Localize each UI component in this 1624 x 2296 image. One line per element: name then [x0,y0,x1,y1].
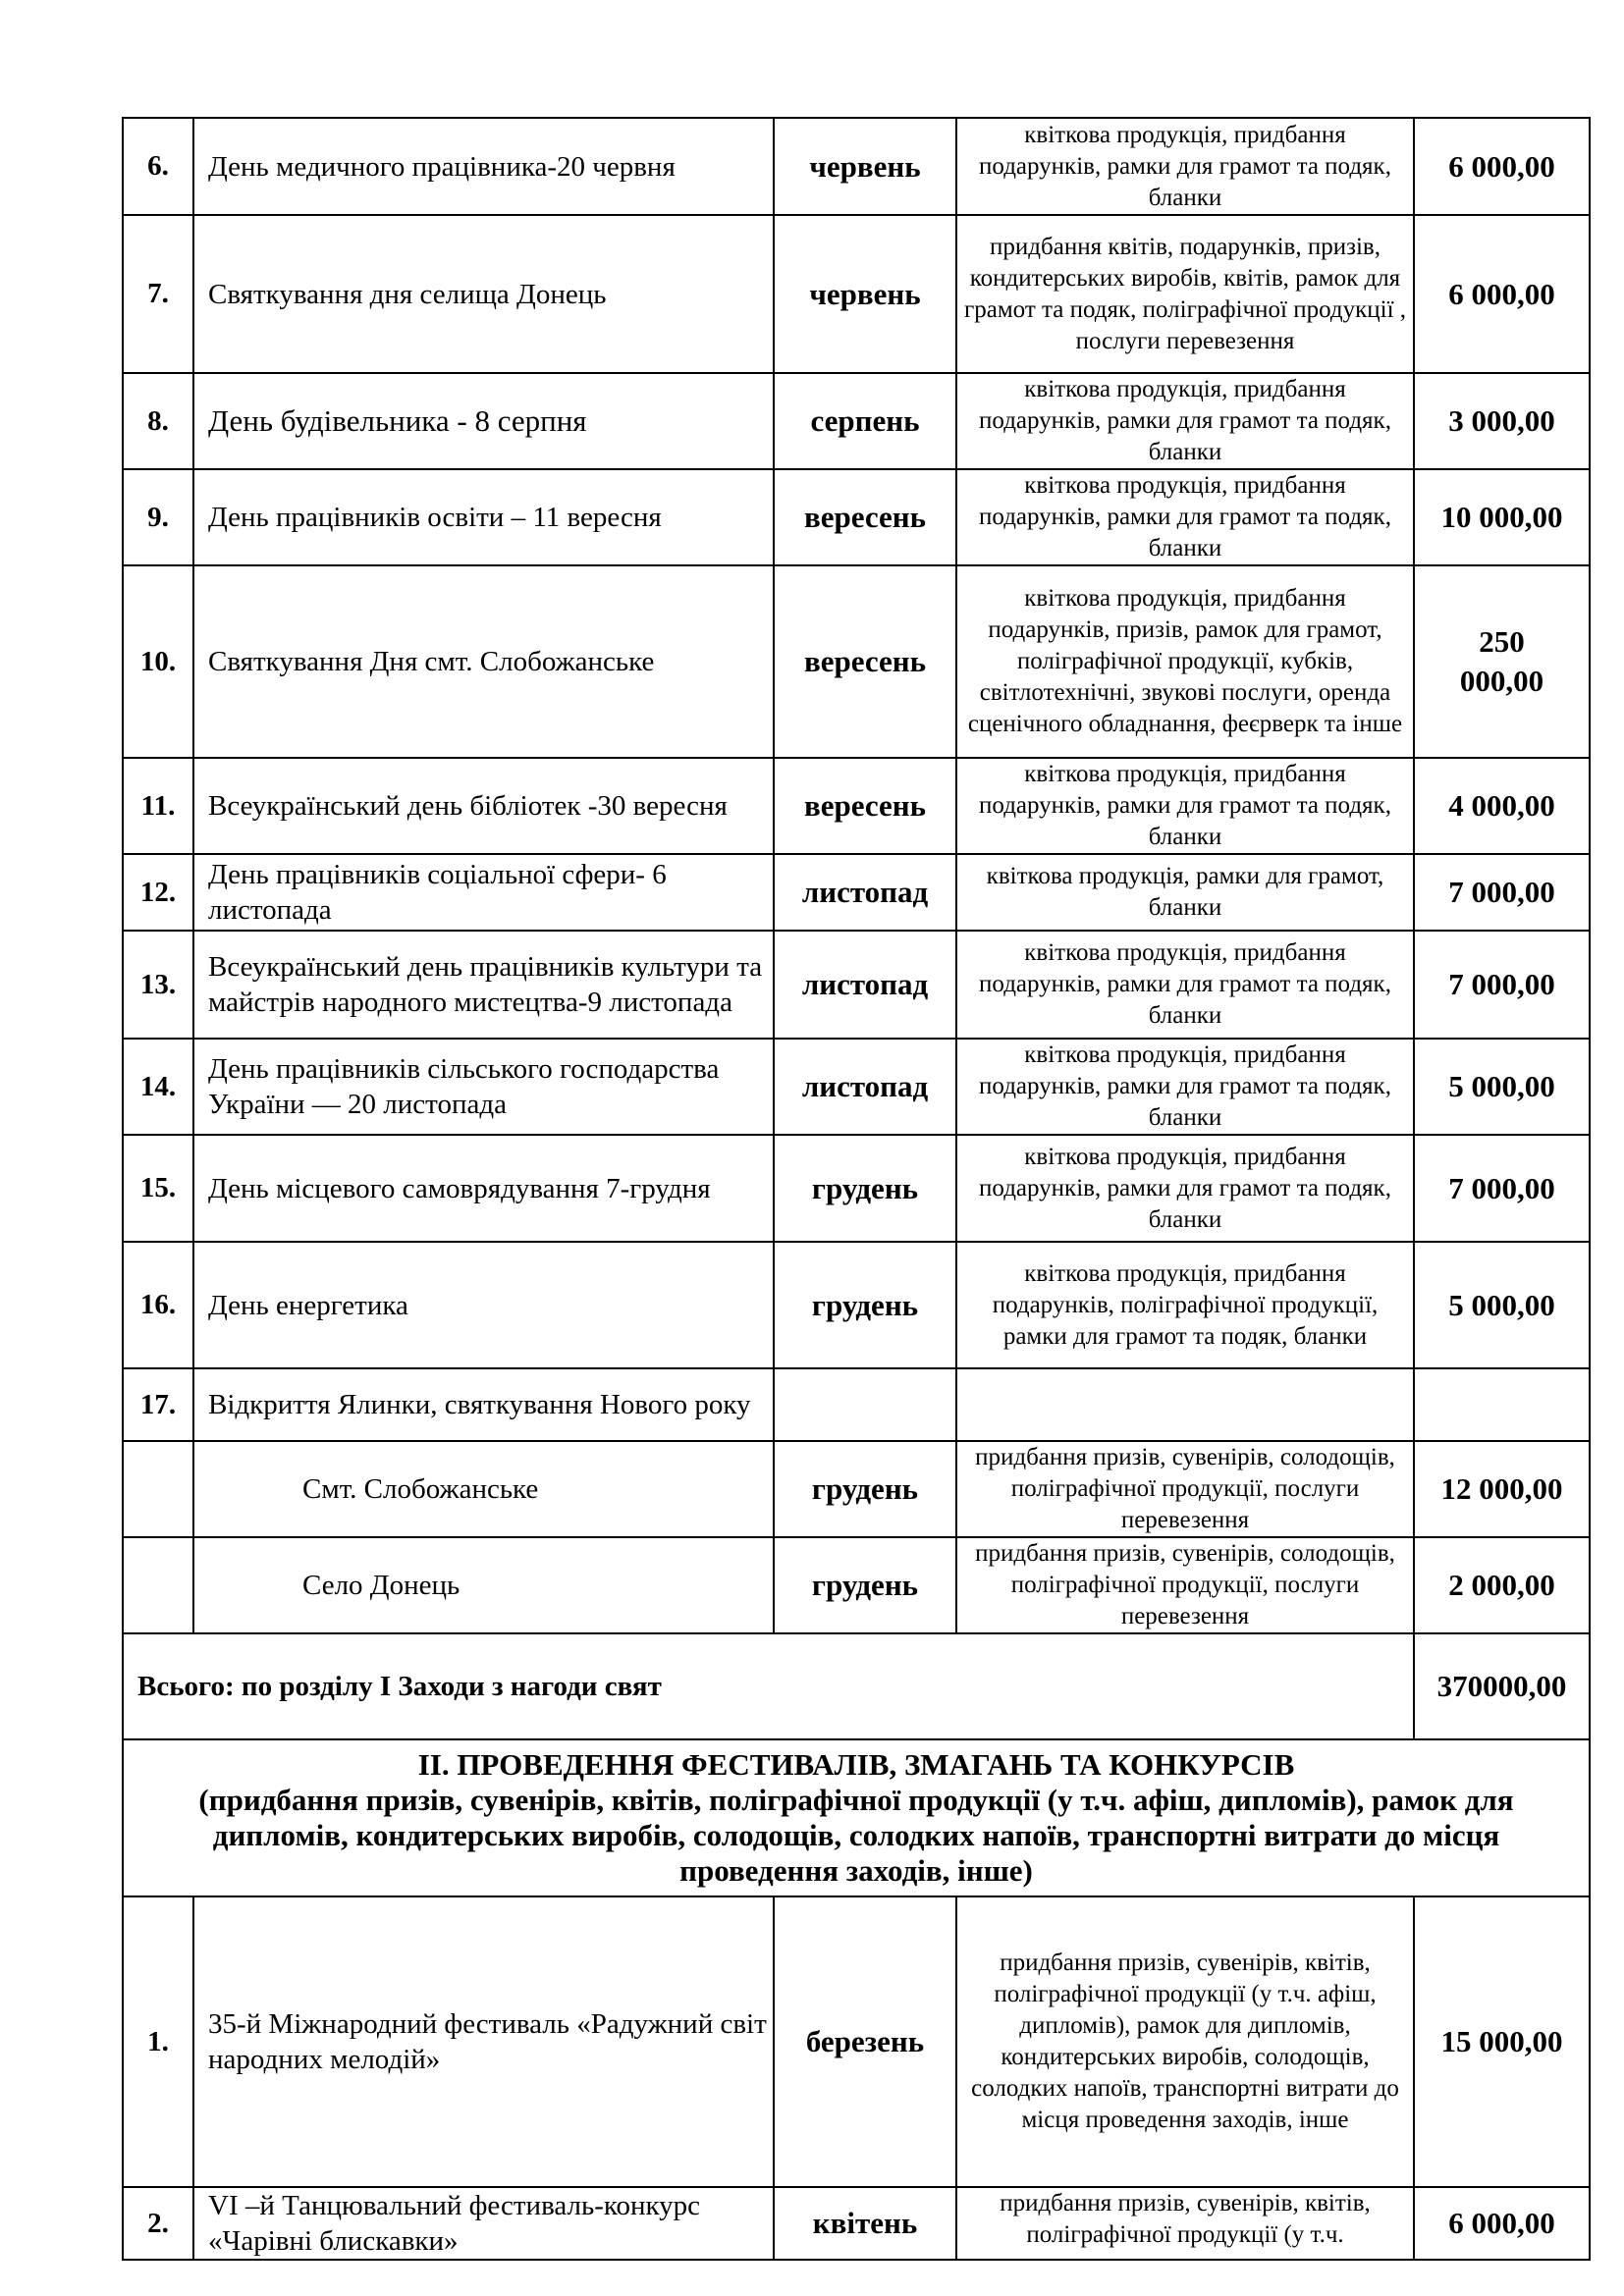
row-number: 15. [123,1135,193,1242]
row-number: 9. [123,469,193,565]
expense-description: квіткова продукція, придбання подарунків, рамки для грамот та подяк, бланки [956,469,1414,565]
event-month: грудень [774,1135,956,1242]
section-subtitle: (придбання призів, сувенірів, квітів, поліграфічної продукції (у т.ч. афіш, дипломів), рамок для дипломів, кондитерських виробів, солодощів, солодких напоїв, транспортні витрати до місця проведення заходів, інше) [198,1783,1514,1888]
event-name: 35-й Міжнародний фестиваль «Радужний світ народних мелодій» [193,1896,774,2187]
event-month: грудень [774,1242,956,1368]
expense-description: квіткова продукція, придбання подарунків, рамки для грамот та подяк, бланки [956,758,1414,854]
table-row [123,1441,1590,1537]
row-number: 11. [123,758,193,854]
event-name: День місцевого самоврядування 7-грудня [193,1135,774,1242]
expense-description: квіткова продукція, придбання подарунків, призів, рамок для грамот, поліграфічної продукції, кубків, світлотехнічні, звукові послуги, оренда сценічного обладнання, феєрверк та інше [956,565,1414,758]
table-row [123,854,1590,931]
amount: 15 000,00 [1414,1896,1590,2187]
section-title: ІІ. ПРОВЕДЕННЯ ФЕСТИВАЛІВ, ЗМАГАНЬ ТА КОНКУРСІВ [417,1747,1295,1782]
table-row [123,469,1590,565]
amount: 10 000,00 [1414,469,1590,565]
row-number [123,1441,193,1537]
row-number: 16. [123,1242,193,1368]
expense-description: квіткова продукція, придбання подарунків, рамки для грамот та подяк, бланки [956,118,1414,215]
event-month: червень [774,118,956,215]
amount: 6 000,00 [1414,118,1590,215]
expense-description: придбання призів, сувенірів, солодощів, поліграфічної продукції, послуги перевезення [956,1537,1414,1633]
event-name: День медичного працівника-20 червня [193,118,774,215]
row-number: 8. [123,373,193,469]
event-month: березень [774,1896,956,2187]
table-row [123,1537,1590,1633]
event-month: грудень [774,1441,956,1537]
event-month: листопад [774,1039,956,1135]
amount: 2 000,00 [1414,1537,1590,1633]
event-name: Святкування Дня смт. Слобожанське [193,565,774,758]
row-number: 13. [123,931,193,1039]
event-month: листопад [774,931,956,1039]
expense-description: квіткова продукція, придбання подарунків, поліграфічної продукції, рамки для грамот та подяк, бланки [956,1242,1414,1368]
table-row [123,215,1590,373]
event-name: Всеукраїнський день бібліотек -30 вересня [193,758,774,854]
amount: 3 000,00 [1414,373,1590,469]
event-name: День працівників соціальної сфери- 6 листопада [193,854,774,931]
section-heading [123,1739,1590,1896]
event-name: Відкриття Ялинки, святкування Нового року [193,1368,774,1441]
event-month: листопад [774,854,956,931]
event-month: грудень [774,1537,956,1633]
row-number: 6. [123,118,193,215]
expense-description: придбання призів, сувенірів, квітів, поліграфічної продукції (у т.ч. афіш, дипломів), рамок для дипломів, кондитерських виробів, солодощів, солодких напоїв, транспортні витрати до місця проведення заходів, інше [956,1896,1414,2187]
event-month: вересень [774,758,956,854]
table-row [123,373,1590,469]
row-number: 12. [123,854,193,931]
event-month: вересень [774,469,956,565]
event-month: вересень [774,565,956,758]
table-row [123,2187,1590,2260]
event-name: Смт. Слобожанське [193,1441,774,1537]
total-row [123,1633,1590,1739]
event-name: День працівників освіти – 11 вересня [193,469,774,565]
expense-description: квіткова продукція, придбання подарунків, рамки для грамот та подяк, бланки [956,1135,1414,1242]
amount: 6 000,00 [1414,215,1590,373]
table-row [123,931,1590,1039]
event-name: Святкування дня селища Донець [193,215,774,373]
event-month: серпень [774,373,956,469]
table-row [123,1242,1590,1368]
event-name: День енергетика [193,1242,774,1368]
table-row [123,1368,1590,1441]
event-name: Село Донець [193,1537,774,1633]
row-number: 14. [123,1039,193,1135]
expense-description: квіткова продукція, придбання подарунків, рамки для грамот та подяк, бланки [956,373,1414,469]
table-row [123,118,1590,215]
row-number [123,1537,193,1633]
amount: 12 000,00 [1414,1441,1590,1537]
amount: 250 000,00 [1414,565,1590,758]
amount: 4 000,00 [1414,758,1590,854]
row-number: 1. [123,1896,193,2187]
table-row [123,565,1590,758]
amount [1414,1368,1590,1441]
event-name: VІ –й Танцювальний фестиваль-конкурс «Чарівні блискавки» [193,2187,774,2260]
event-month: квітень [774,2187,956,2260]
expense-description: придбання призів, сувенірів, квітів, поліграфічної продукції (у т.ч. [956,2187,1414,2260]
expense-description: придбання призів, сувенірів, солодощів, поліграфічної продукції, послуги перевезення [956,1441,1414,1537]
event-name: День будівельника - 8 серпня [193,373,774,469]
expense-description: квіткова продукція, придбання подарунків, рамки для грамот та подяк, бланки [956,931,1414,1039]
expense-description: придбання квітів, подарунків, призів, кондитерських виробів, квітів, рамок для грамот та подяк, поліграфічної продукції , послуги перевезення [956,215,1414,373]
table-row [123,758,1590,854]
row-number: 7. [123,215,193,373]
event-month [774,1368,956,1441]
total-amount: 370000,00 [1414,1633,1590,1739]
total-label: Всього: по розділу І Заходи з нагоди свят [123,1633,1414,1739]
event-name: Всеукраїнський день працівників культури та майстрів народного мистецтва-9 листопада [193,931,774,1039]
amount: 7 000,00 [1414,854,1590,931]
amount: 7 000,00 [1414,931,1590,1039]
expense-description: квіткова продукція, рамки для грамот, бланки [956,854,1414,931]
budget-table [122,117,1591,2261]
section-heading-row [123,1739,1590,1896]
table-row [123,1135,1590,1242]
amount: 7 000,00 [1414,1135,1590,1242]
amount: 5 000,00 [1414,1242,1590,1368]
row-number: 10. [123,565,193,758]
event-month: червень [774,215,956,373]
event-name: День працівників сільського господарства України — 20 листопада [193,1039,774,1135]
expense-description: квіткова продукція, придбання подарунків, рамки для грамот та подяк, бланки [956,1039,1414,1135]
expense-description [956,1368,1414,1441]
table-row [123,1039,1590,1135]
amount: 5 000,00 [1414,1039,1590,1135]
row-number: 17. [123,1368,193,1441]
row-number: 2. [123,2187,193,2260]
table-row [123,1896,1590,2187]
amount: 6 000,00 [1414,2187,1590,2260]
